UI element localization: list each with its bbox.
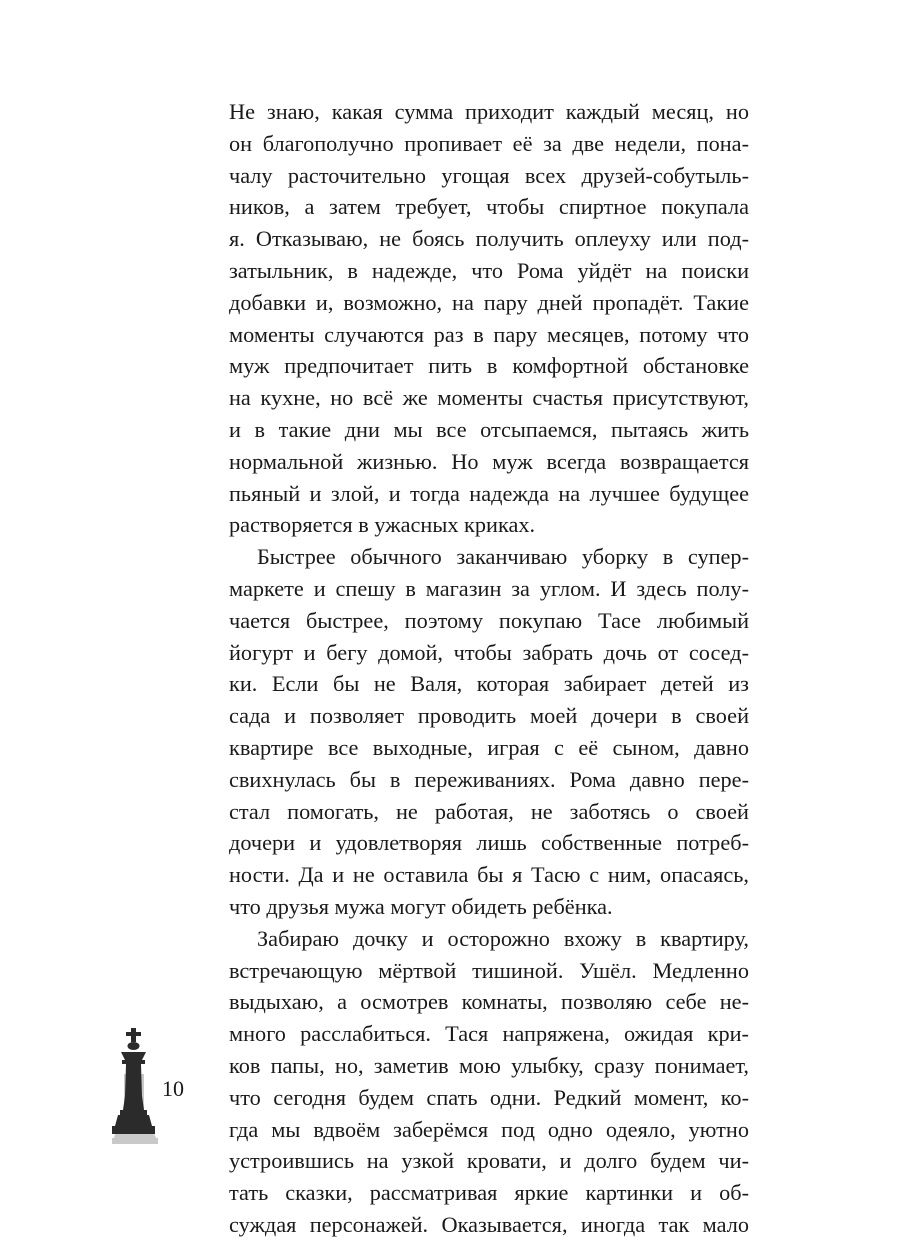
text-line: квартире все выходные, играя с её сыном, давно — [229, 734, 749, 760]
text-line: ности. Да и не оставила бы я Тасю с ним, опасаясь, — [229, 862, 749, 888]
chess-king-figure — [112, 1028, 155, 1134]
text-line: Не знаю, какая сумма приходит каждый месяц, но — [229, 99, 749, 124]
text-line: что сегодня будем спать одни. Редкий момент, ко- — [229, 1084, 749, 1110]
paragraph-2 — [229, 541, 749, 923]
chess-king-icon — [106, 1026, 164, 1144]
text-line: суждая персонажей. Оказывается, иногда так мало — [229, 1211, 749, 1237]
page-number: 10 — [162, 1076, 184, 1101]
text-line: муж предпочитает пить в комфортной обстановке — [229, 353, 749, 379]
text-line: моменты случаются раз в пару месяцев, потому что — [229, 321, 749, 347]
text-line: сада и позволяет проводить моей дочери в своей — [229, 703, 749, 729]
text-line: стал помогать, не работая, не заботясь о своей — [229, 798, 749, 824]
body-text — [229, 96, 749, 1241]
text-line: и в такие дни мы все отсыпаемся, пытаясь жить — [229, 416, 749, 442]
text-line: Забираю дочку и осторожно вхожу в квартиру, — [257, 925, 749, 951]
text-line: дочери и удовлетворяя лишь собственные потреб- — [229, 830, 749, 856]
text-line: устроившись на узкой кровати, и долго будем чи- — [229, 1148, 749, 1174]
text-line: свихнулась бы в переживаниях. Рома давно пере- — [229, 766, 749, 792]
text-line: Быстрее обычного заканчиваю уборку в супер- — [257, 544, 749, 570]
text-line: ников, а затем требует, чтобы спиртное покупала — [229, 194, 749, 220]
text-line: растворяется в ужасных криках. — [229, 512, 536, 538]
paragraph-3 — [229, 923, 749, 1241]
text-line: он благополучно пропивает её за две недели, пона- — [229, 130, 749, 156]
text-line: затыльник, в надежде, что Рома уйдёт на поиски — [229, 257, 749, 283]
text-line: я. Отказываю, не боясь получить оплеуху или под- — [229, 226, 749, 252]
text-line: добавки и, возможно, на пару дней пропадёт. Такие — [229, 289, 749, 315]
text-line: чалу расточительно угощая всех друзей-собутыль- — [229, 162, 749, 188]
text-line: гда мы вдвоём заберёмся под одно одеяло, уютно — [229, 1116, 749, 1142]
text-line: выдыхаю, а осмотрев комнаты, позволяю себе не- — [229, 989, 749, 1015]
text-line: чается быстрее, поэтому покупаю Тасе любимый — [229, 607, 749, 633]
text-line: много расслабиться. Тася напряжена, ожидая кри- — [229, 1021, 749, 1047]
text-line: что друзья мужа могут обидеть ребёнка. — [229, 893, 613, 919]
text-line: нормальной жизнью. Но муж всегда возвращается — [229, 448, 749, 474]
text-line: ки. Если бы не Валя, которая забирает детей из — [229, 671, 749, 697]
paragraph-1 — [229, 96, 749, 541]
text-line: маркете и спешу в магазин за углом. И здесь полу- — [229, 575, 749, 601]
text-line: пьяный и злой, и тогда надежда на лучшее будущее — [229, 480, 749, 506]
text-line: ков папы, но, заметив мою улыбку, сразу понимает, — [229, 1052, 749, 1078]
text-line: встречающую мёртвой тишиной. Ушёл. Медленно — [229, 957, 749, 983]
text-line: на кухне, но всё же моменты счастья присутствуют, — [229, 385, 749, 411]
text-line: тать сказки, рассматривая яркие картинки и об- — [229, 1180, 749, 1206]
text-line: йогурт и бегу домой, чтобы забрать дочь от сосед- — [229, 639, 749, 665]
